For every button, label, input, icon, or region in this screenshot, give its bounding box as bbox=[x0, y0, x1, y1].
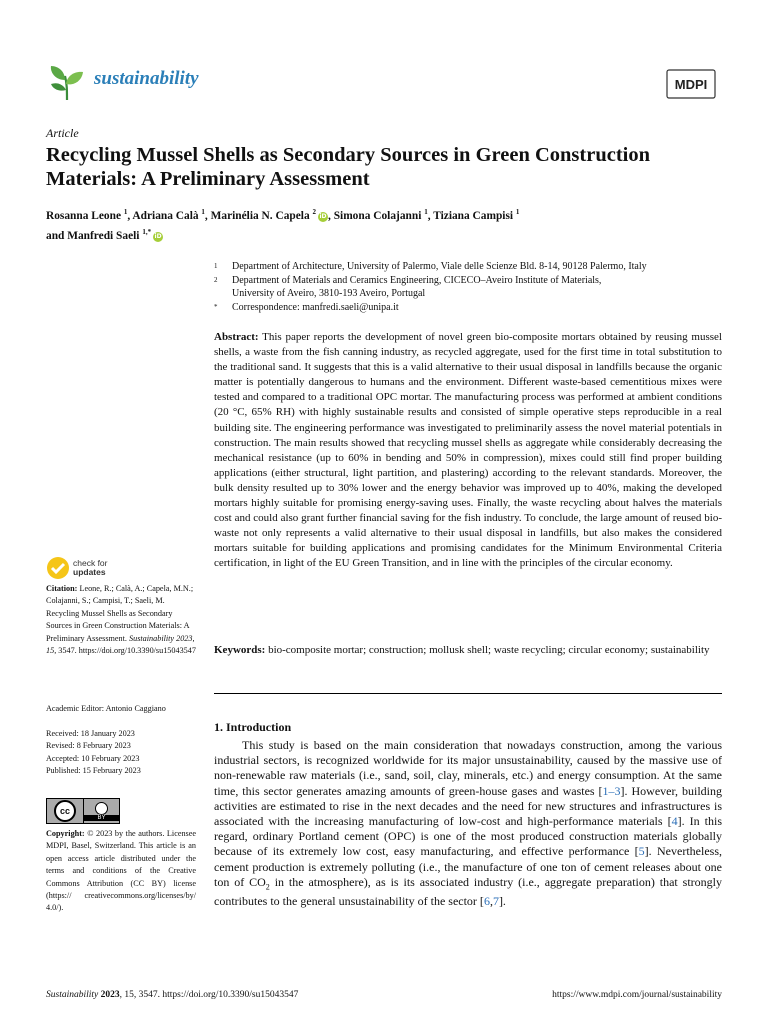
citation-block: Citation: Leone, R.; Calà, A.; Capela, M.N.; Colajanni, S.; Campisi, T.; Saeli, M. Recycling Mussel Shells as Secondary Sources in Green Construction Materials: A Preliminary Assessment. Sustainability 2023, 15, 3547. https://doi.org/10.3390/su15043547 bbox=[46, 584, 196, 656]
cc-by-badge[interactable]: cc BY bbox=[46, 798, 120, 824]
citation-link[interactable]: 1–3 bbox=[602, 783, 621, 798]
divider bbox=[214, 693, 722, 694]
affiliation-row: University of Aveiro, 3810-193 Aveiro, Portugal bbox=[232, 288, 426, 299]
keywords-label: Keywords: bbox=[214, 644, 266, 656]
abstract bbox=[214, 330, 722, 572]
article-type: Article bbox=[46, 126, 79, 140]
affiliation-row: 2 Department of Materials and Ceramics Engineering, CICECO–Aveiro Institute of Materials, bbox=[214, 274, 602, 286]
publisher-name: MDPI bbox=[674, 77, 708, 92]
copyright-block: Copyright: © 2023 by the authors. Licensee MDPI, Basel, Switzerland. This article is an open access article distributed under the terms and conditions of the Creative Commons Attribution (CC BY) license (https:// creativecommons.org/licenses/by/ 4.0/). bbox=[46, 829, 197, 913]
check-updates-icon bbox=[46, 556, 70, 580]
author-list bbox=[46, 204, 726, 244]
footer-url[interactable]: https://www.mdpi.com/journal/sustainability bbox=[552, 990, 722, 1000]
authors-line1: Rosanna Leone $^1$, Adriana Calà $^1$, Marinélia N. Capela $^2$iD, Simona Colajanni $^1$, Tiziana Campisi $^1$ bbox=[46, 208, 520, 222]
keywords-text: bio-composite mortar; construction; mollusk shell; waste recycling; circular economy; sustainability bbox=[268, 644, 710, 656]
intro-paragraph: This study is based on the main consideration that nowadays construction, among the various industrial sectors, is recognized worldwide for its major unsustainability, caused by the massive use of non-renewable raw materials (i.e., sand, soil, clay, minerals, etc.) and energy consumption. At the same time, this sector generates amazing amounts of green-house gases and wastes [1–3]. However, building activities are estimated to rise in the next decades and the need for new structures and infrastructures is associated with the increasing manufacturing of low-cost and high-performance materials [4]. In this regard, ordinary Portland cement (OPC) is one of the most produced construction materials globally because of its extremely low cost, easy manufacturing, and effective performance [5]. Nevertheless, cement production is extremely polluting (i.e., the manufacture of one ton of cement releases about one ton of $CO_2$ in the atmosphere), as is its associated industry (i.e., aggregate preparation) that strongly contributes to the general unsustainability of the sector [6,7]. bbox=[214, 738, 722, 909]
section-heading: 1. Introduction bbox=[214, 720, 292, 734]
affiliations bbox=[214, 260, 724, 314]
check-for-updates-button[interactable]: check for updates bbox=[46, 556, 108, 580]
citation-link[interactable]: 5 bbox=[638, 844, 645, 859]
affiliation-row: 1 Department of Architecture, University of Palermo, Viale delle Scienze Bld. 8-14, 90128 Palermo, Italy bbox=[214, 261, 647, 272]
mdpi-logo-icon bbox=[666, 69, 716, 99]
abstract-text: This paper reports the development of novel green bio-composite mortars obtained by reusing mussel shells, a waste from the fish canning industry, as recycled aggregate, used for the first time in total substitution to the traditional sand. It suggests that this is a valid alternative to their usual disposal in landfills because the organic matter is potentially dangerous to humans and the environment. Different waste-based cementitious mixes were tested and compared to a traditional OPC mortar. The manufacturing process was performed at ambient conditions (20 °C, 65% RH) with highly sustainable results and consisted of simple operative steps reproducible in a real building site. The engineering performance was investigated to preliminarily assess the novel material potentials in construction. The main results showed that recycling mussel shells as aggregate while considerably decreasing the mechanical resistance (up to 60% in bending and 50% in compression), mixes could still find proper building applications (either structural, light partition, and plastering) according to the relevant standards. Moreover, the bulk density resulted up to 30% lower and the energy behavior was improved up to 40%, making the developed mortars highly suitable for promising energy-saving uses. Finally, the waste recycling about halves the materials cost and could also grant further financial saving for the fish industry. To conclude, the large amount of reused bio-waste not only represents a valid alternative to their usual disposal in landfills, but also makes the considered mortars suitable for building applications and promising candidates for the Minimum Environmental Criteria certification, in light of the EU Green Transition, and in line with the principles of the circular economy. bbox=[214, 331, 722, 570]
orcid-icon[interactable]: iD bbox=[319, 212, 327, 220]
abstract-label: Abstract: bbox=[214, 331, 259, 343]
orcid-icon[interactable]: iD bbox=[154, 232, 162, 240]
citation-link[interactable]: 4 bbox=[671, 814, 678, 829]
journal-name: sustainability bbox=[94, 68, 199, 89]
cc-icon: cc bbox=[54, 800, 76, 822]
journal-logo-icon bbox=[47, 62, 87, 102]
citation-link[interactable]: 6 bbox=[483, 894, 490, 909]
citation-link[interactable]: 7 bbox=[492, 894, 499, 909]
academic-editor: Academic Editor: Antonio Caggiano bbox=[46, 704, 166, 713]
affiliation-row: * Correspondence: manfredi.saeli@unipa.it bbox=[214, 301, 399, 313]
authors-line2: and Manfredi Saeli $^{1,*}$iD bbox=[46, 227, 162, 242]
footer-citation: Sustainability 2023, 15, 3547. https://doi.org/10.3390/su15043547 bbox=[46, 990, 299, 1000]
person-icon bbox=[95, 802, 108, 815]
dates: Received: 18 January 2023 Revised: 8 February 2023 Accepted: 10 February 2023 Published: 15 February 2023 bbox=[46, 729, 141, 776]
paper-title: Recycling Mussel Shells as Secondary Sources in Green Construction Materials: A Preliminary Assessment bbox=[46, 144, 650, 190]
keywords bbox=[214, 643, 722, 658]
